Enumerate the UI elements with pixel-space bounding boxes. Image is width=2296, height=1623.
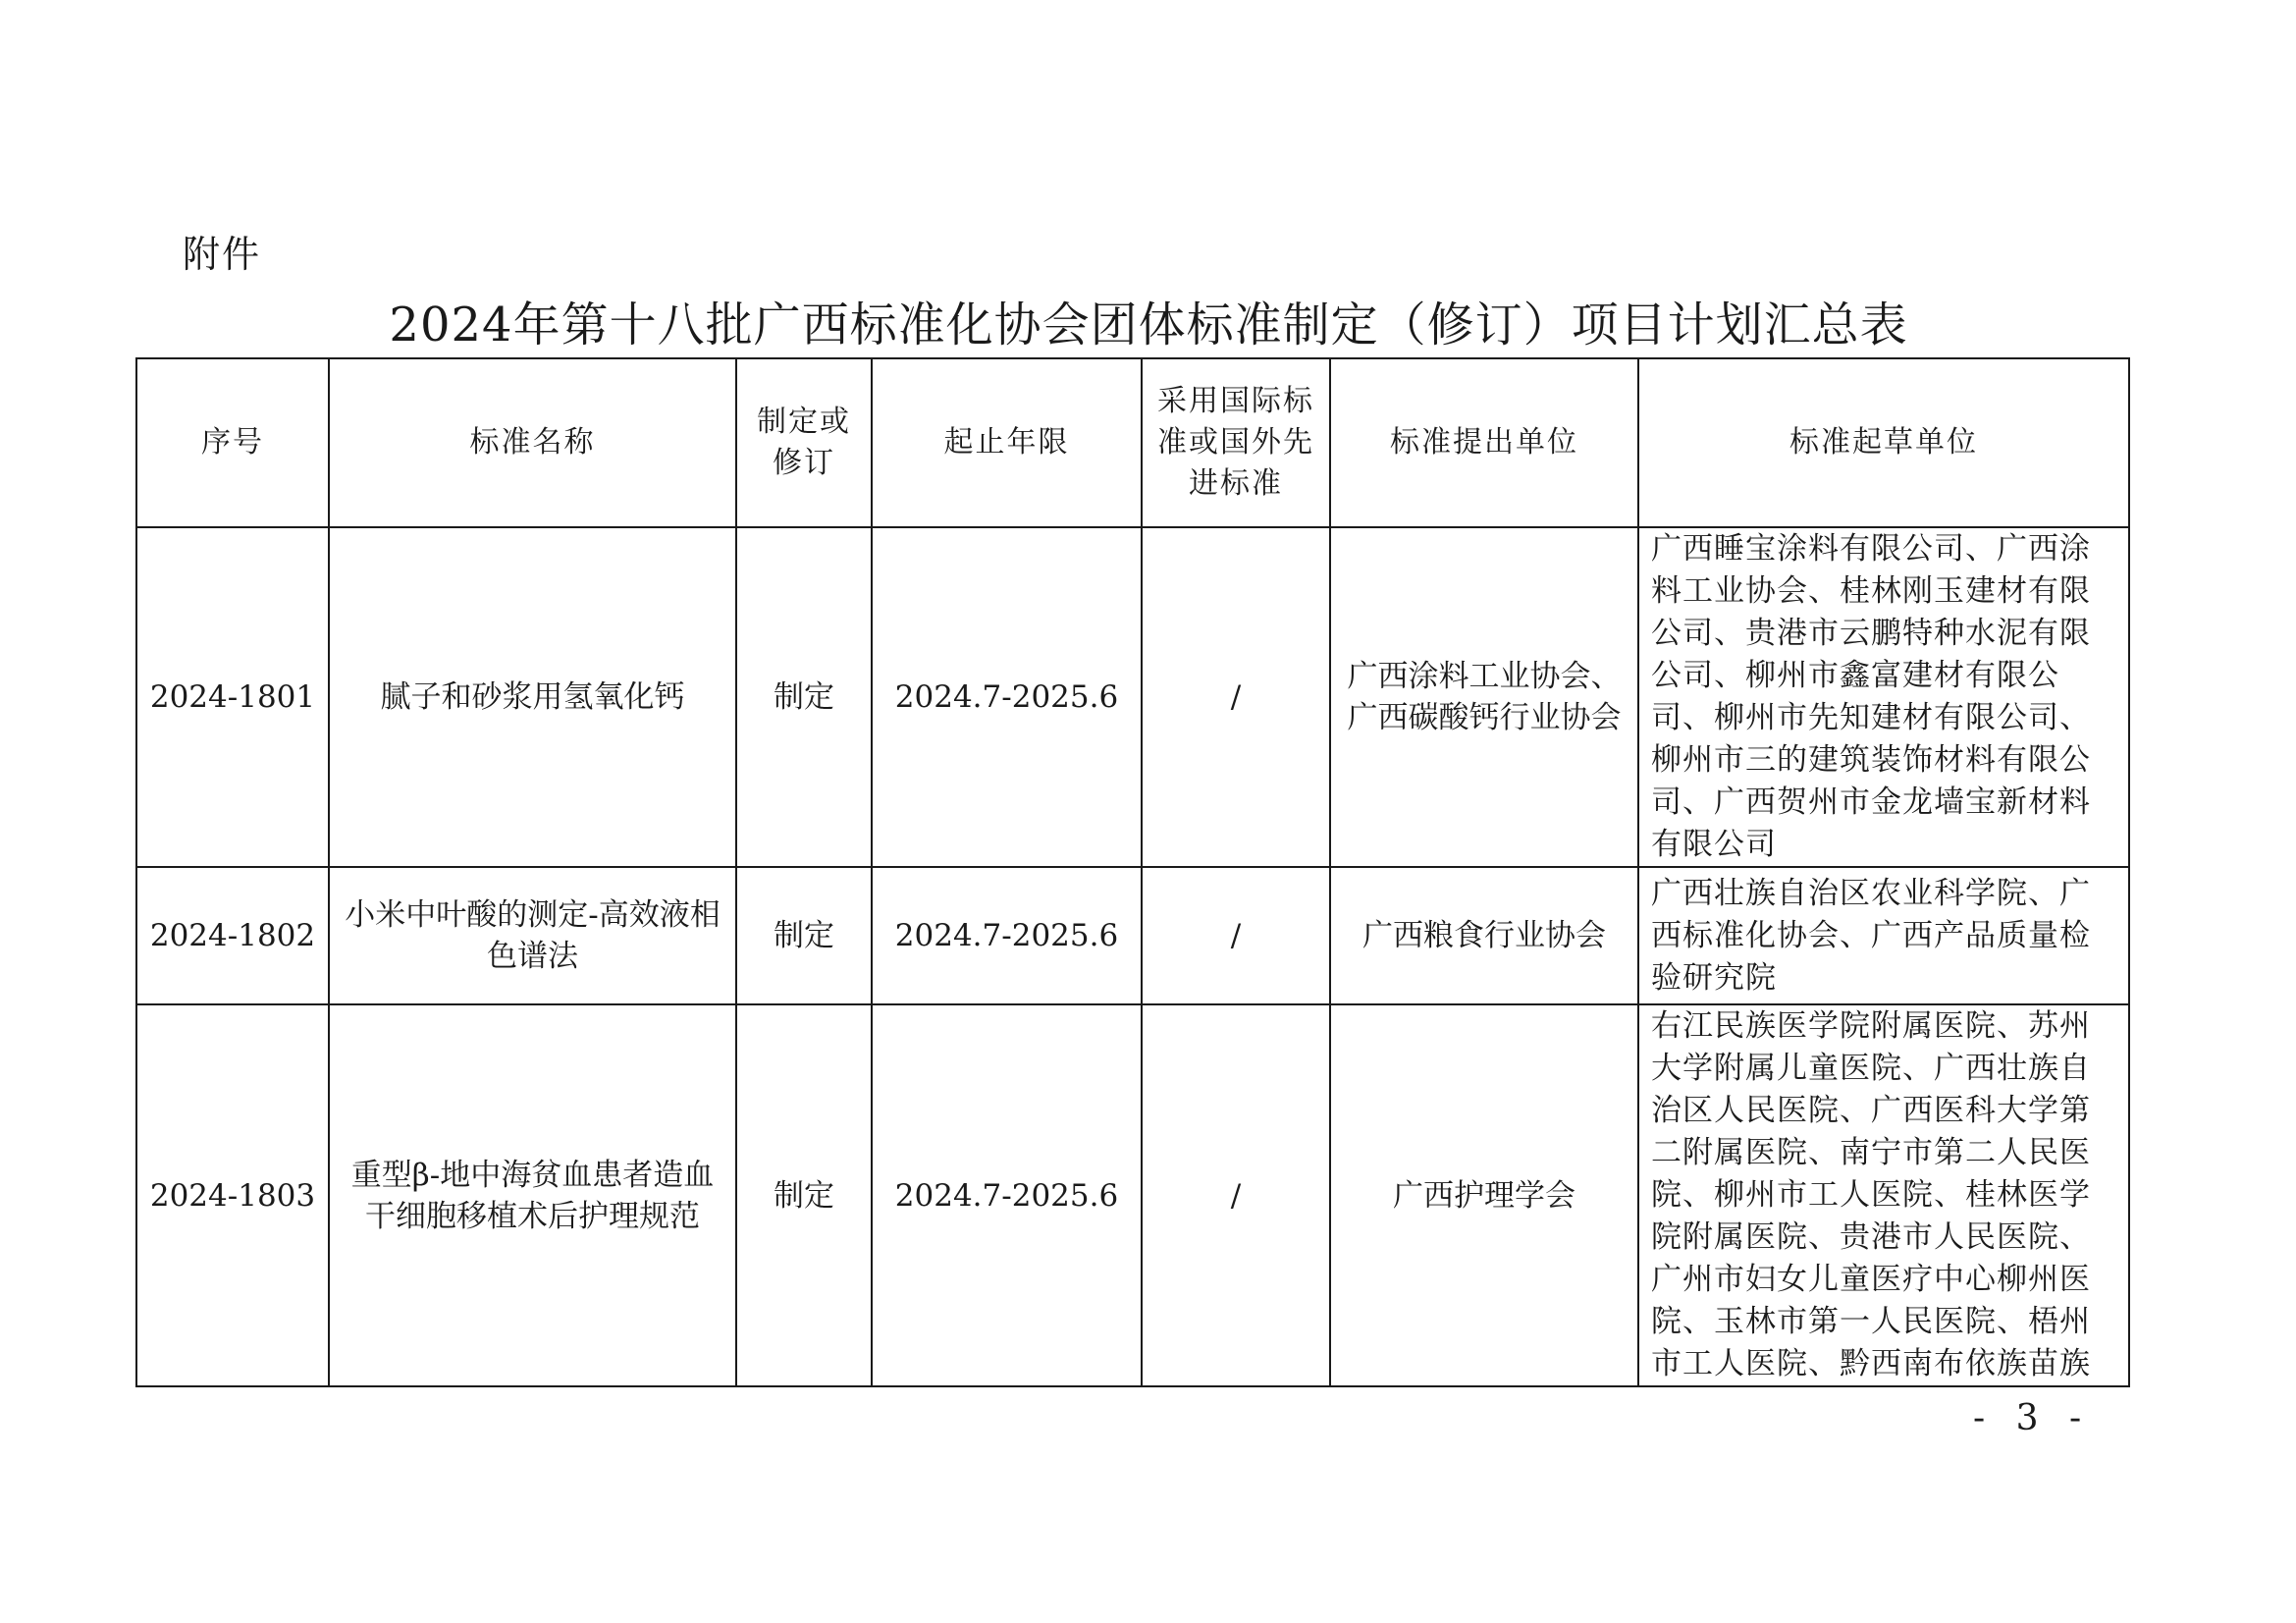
cell-adopted-standard: / [1142,867,1330,1004]
cell-serial-number: 2024-1802 [136,867,329,1004]
cell-period: 2024.7-2025.6 [872,527,1142,867]
cell-drafting-unit: 广西壮族自治区农业科学院、广西标准化协会、广西产品质量检验研究院 [1638,867,2129,1004]
header-serial-number: 序号 [136,358,329,527]
cell-adopted-standard: / [1142,1004,1330,1386]
header-period: 起止年限 [872,358,1142,527]
cell-proposing-unit: 广西粮食行业协会 [1330,867,1638,1004]
header-formulate-or-revise: 制定或修订 [736,358,872,527]
cell-period: 2024.7-2025.6 [872,1004,1142,1386]
cell-drafting-unit: 广西睡宝涂料有限公司、广西涂料工业协会、桂林刚玉建材有限公司、贵港市云鹏特种水泥有限公司、柳州市鑫富建材有限公司、柳州市先知建材有限公司、柳州市三的建筑装饰材料有限公司、广西贺州市金龙墙宝新材料有限公司 [1638,527,2129,867]
cell-standard-name: 小米中叶酸的测定-高效液相色谱法 [329,867,736,1004]
cell-formulate-or-revise: 制定 [736,1004,872,1386]
attachment-label: 附件 [183,233,262,276]
cell-proposing-unit: 广西涂料工业协会、广西碳酸钙行业协会 [1330,527,1638,867]
cell-drafting-unit: 右江民族医学院附属医院、苏州大学附属儿童医院、广西壮族自治区人民医院、广西医科大学第二附属医院、南宁市第二人民医院、柳州市工人医院、桂林医学院附属医院、贵港市人民医院、广州市妇女儿童医疗中心柳州医院、玉林市第一人民医院、梧州市工人医院、黔西南布依族苗族 [1638,1004,2129,1386]
header-drafting-unit: 标准起草单位 [1638,358,2129,527]
cell-formulate-or-revise: 制定 [736,867,872,1004]
header-proposing-unit: 标准提出单位 [1330,358,1638,527]
header-adopted-standard: 采用国际标准或国外先进标准 [1142,358,1330,527]
cell-serial-number: 2024-1803 [136,1004,329,1386]
cell-formulate-or-revise: 制定 [736,527,872,867]
table-row [136,1004,2129,1386]
cell-proposing-unit: 广西护理学会 [1330,1004,1638,1386]
cell-adopted-standard: / [1142,527,1330,867]
page-number: - 3 - [1973,1398,2092,1438]
table-row [136,867,2129,1004]
cell-serial-number: 2024-1801 [136,527,329,867]
cell-standard-name: 重型β-地中海贫血患者造血干细胞移植术后护理规范 [329,1004,736,1386]
table-header-row [136,358,2129,527]
header-standard-name: 标准名称 [329,358,736,527]
table-row [136,527,2129,867]
cell-period: 2024.7-2025.6 [872,867,1142,1004]
cell-standard-name: 腻子和砂浆用氢氧化钙 [329,527,736,867]
project-plan-table [135,357,2130,1387]
document-title: 2024年第十八批广西标准化协会团体标准制定（修订）项目计划汇总表 [389,298,1908,352]
